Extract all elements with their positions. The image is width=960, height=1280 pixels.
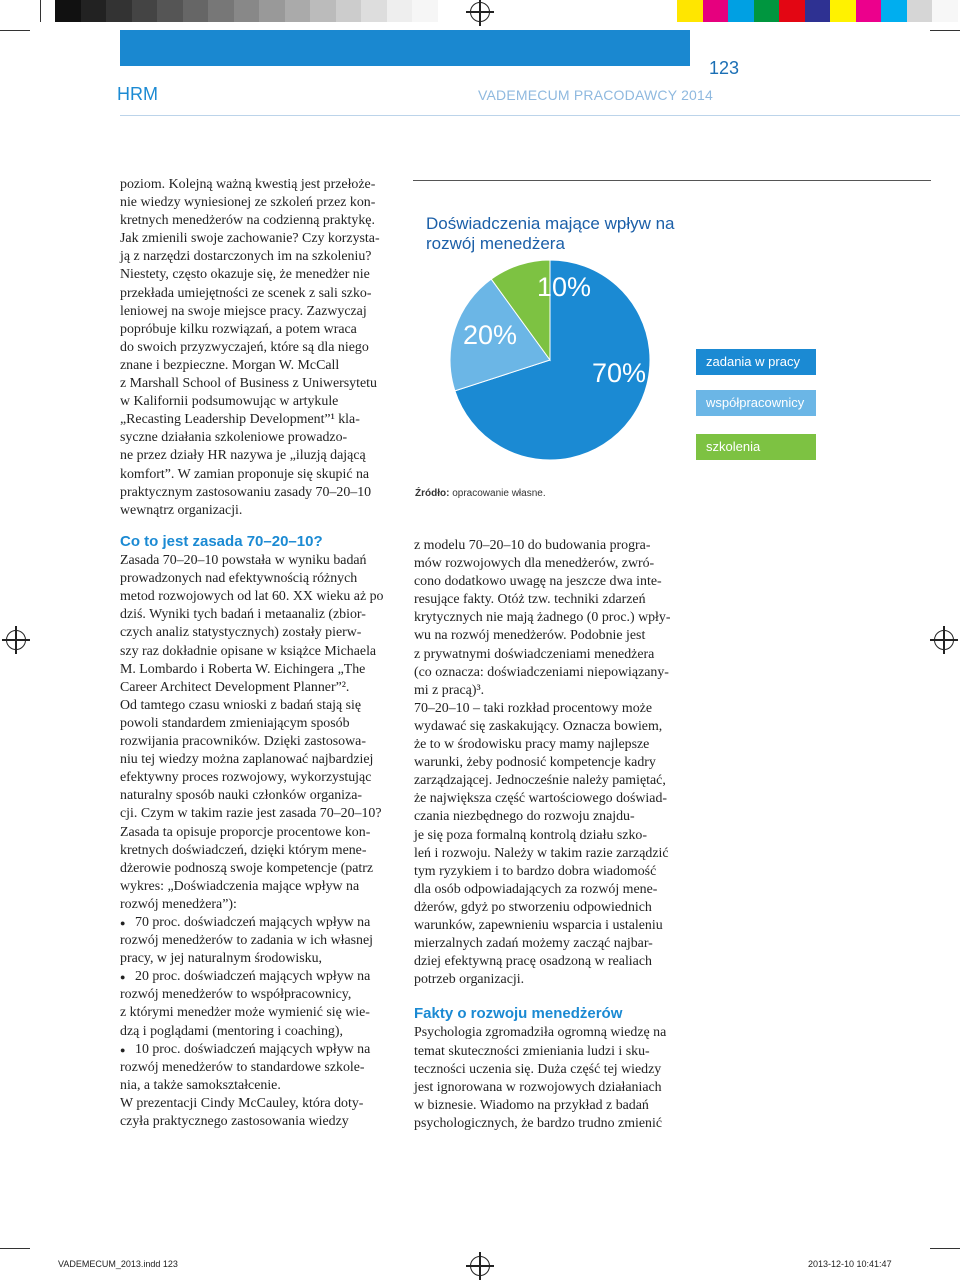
- body-text-line: Jak zmienili swoje zachowanie? Czy korzysta-: [120, 231, 380, 247]
- body-text-line: (co oznacza: doświadczeniami niepowiązany-: [414, 664, 669, 680]
- pie-slice-label: 20%: [463, 320, 518, 350]
- print-color-swatches: [677, 0, 958, 22]
- body-text-line: w Kalifornii podsumowując w artykule: [120, 394, 339, 410]
- article-column-left-top: [120, 176, 397, 520]
- body-text-line: M. Lombardo i Roberta W. Eichingera „The: [120, 661, 366, 677]
- body-text-line: jest ignorowana w rozwojowych działaniach: [414, 1079, 662, 1095]
- body-text-line: przekłada umiejętności ze scenek z sali szko-: [120, 285, 372, 301]
- body-text-line: Zasada 70–20–10 powstała w wyniku badań: [120, 553, 367, 569]
- body-text-line: niu tej wiedzy można zaplanować najbardziej: [120, 752, 374, 768]
- body-text-line: rozwijania pracowników. Dzięki zastosowa-: [120, 734, 366, 750]
- legend-item: współpracownicy: [696, 390, 816, 416]
- body-text-line: znane i bezpieczne. Morgan W. McCall: [120, 357, 340, 373]
- registration-mark-icon: [470, 1256, 490, 1276]
- body-text-line: leniowej na swoje miejsce pracy. Zazwyczaj: [120, 303, 367, 319]
- body-text-line: naturalny sposób nauki członków organiza-: [120, 788, 362, 804]
- body-text-line: że to w środowisku pracy mamy najlepsze: [414, 737, 650, 753]
- body-text-line: Niestety, często okazuje się, że menedżer nie: [120, 267, 370, 283]
- pie-slice-label: 10%: [537, 272, 592, 302]
- publication-title: VADEMECUM PRACODAWCY 2014: [478, 87, 714, 103]
- bullet-text-line: pracy, w jej naturalnym środowisku,: [120, 951, 323, 967]
- body-text-line: nie wiedzy wyniesionej ze szkoleń przez kon-: [120, 195, 376, 211]
- bullet-text-line: z którymi menedżer może wymienić się wie-: [120, 1005, 370, 1021]
- chart-divider: [413, 180, 931, 181]
- body-text-line: mi z pracą)³.: [414, 682, 485, 698]
- body-text-line: „Recasting Leadership Development”¹ kla-: [120, 412, 360, 428]
- body-text-line: Od tamtego czasu wnioski z badań stają się: [120, 697, 362, 713]
- body-text-line: rozwój menedżera”):: [120, 896, 237, 912]
- body-text-line: Career Architect Development Planner”².: [120, 679, 350, 695]
- registration-mark-icon: [6, 630, 26, 650]
- body-text-line: w biznesie. Wiadomo na przykład z badań: [414, 1097, 649, 1113]
- body-text-line: warunki, żeby podnosić kompetencje kadry: [414, 755, 656, 771]
- body-text-line: dżerowie podnoszą swoje kompetencje (patrz: [120, 860, 374, 876]
- bullet-item: [120, 914, 397, 968]
- body-text-line: potrzeb organizacji.: [414, 972, 525, 988]
- body-text-line: komfort”. W zamian proponuje się skupić na: [120, 466, 370, 482]
- body-text-line: tym ryzykiem i to bardzo dobra wiadomość: [414, 863, 657, 879]
- print-gray-swatches: [55, 0, 463, 22]
- crop-mark: [930, 30, 960, 31]
- body-text-line: temat skuteczności zmieniania ludzi i sku-: [414, 1043, 650, 1059]
- body-text-line: efektywny proces rozwojowy, wykorzystując: [120, 770, 372, 786]
- section-label: HRM: [117, 84, 158, 104]
- registration-mark-icon: [470, 2, 490, 22]
- body-text-line: Psychologia zgromadziła ogromną wiedzę na: [414, 1025, 667, 1041]
- footer-file-slug: VADEMECUM_2013.indd 123: [58, 1259, 178, 1269]
- bullet-text-line: dzą i poglądami (mentoring i coaching),: [120, 1023, 343, 1039]
- section-heading: Fakty o rozwoju menedżerów: [414, 1005, 623, 1023]
- body-text-line: praktycznym zastosowaniu zasady 70–20–10: [120, 484, 372, 500]
- body-text-line: syczne działania szkoleniowe prowadzo-: [120, 430, 348, 446]
- body-text-line: że największa część wartościowego doświad-: [414, 791, 668, 807]
- chart-source-label: Źródło:: [415, 488, 450, 499]
- legend-item: szkolenia: [696, 434, 816, 460]
- body-text-line: mów rozwojowych dla menedżerów, zwró-: [414, 556, 655, 572]
- bullet-list: [120, 914, 397, 1095]
- body-text-line: teczności uczenia się. Duża część tej wiedzy: [414, 1061, 662, 1077]
- body-text-line: cji. Czym w takim razie jest zasada 70–20–10?: [120, 806, 382, 822]
- body-text-line: prowadzonych nad efektywnością różnych: [120, 571, 358, 587]
- bullet-text-line: rozwój menedżerów to standardowe szkole-: [120, 1059, 365, 1075]
- page-number: 123: [709, 58, 740, 78]
- footer-timestamp: 2013-12-10 10:41:47: [808, 1259, 892, 1269]
- body-text-line: z prywatnymi doświadczeniami menedżera: [414, 646, 655, 662]
- bullet-item: [120, 968, 397, 1040]
- body-text-line: kretnych doświadczeń, dzięki którym mene-: [120, 842, 367, 858]
- body-text-line: warunków, zapewnieniu wsparcia i ustaleniu: [414, 917, 663, 933]
- body-text-line: je się poza formalną kontrolą działu szko-: [414, 827, 647, 843]
- body-text-line: powoli standardem zmieniającym sposób: [120, 715, 350, 731]
- body-text-line: W prezentacji Cindy McCauley, która doty-: [120, 1095, 364, 1111]
- body-text-line: wykres: „Doświadczenia mające wpływ na: [120, 878, 360, 894]
- body-text-line: z Marshall School of Business z Uniwersytetu: [120, 376, 377, 392]
- body-text-line: Zasada ta opisuje proporcje procentowe kon-: [120, 824, 371, 840]
- body-text-line: mierzalnych zadań możemy zacząć najbar-: [414, 936, 653, 952]
- bullet-text-line: rozwój menedżerów to współpracownicy,: [120, 987, 352, 1003]
- header-color-bar: [120, 30, 690, 66]
- body-text-line: wydawać się zaskakujący. Oznacza bowiem,: [414, 718, 663, 734]
- bullet-text-line: ● 10 proc. doświadczeń mających wpływ na: [135, 1041, 371, 1057]
- body-text-line: metod rozwojowych od lat 60. XX wieku aż po: [120, 589, 384, 605]
- body-text-line: resujące fakty. Otóż tzw. techniki zdarzeń: [414, 592, 646, 608]
- body-text-line: leń i rozwoju. Należy w takim razie zarządzić: [414, 845, 669, 861]
- chart-source: [415, 488, 546, 499]
- body-text-line: z modelu 70–20–10 do budowania progra-: [414, 538, 651, 553]
- crop-mark: [0, 1248, 30, 1249]
- pie-chart: [430, 260, 690, 460]
- body-text-line: 70–20–10 – taki rozkład procentowy może: [414, 700, 653, 716]
- body-text-line: dżerów, gdyż po stworzeniu odpowiednich: [414, 899, 652, 915]
- body-text-line: wu na rozwój menedżerów. Podobnie jest: [414, 628, 646, 644]
- header-divider: [120, 115, 960, 116]
- body-text-line: ne przez działy HR nazywa je „iluzją dającą: [120, 448, 366, 464]
- body-text-line: wewnątrz organizacji.: [120, 502, 243, 518]
- body-text-line: krytycznych nie mają żadnego (0 proc.) wpły-: [414, 610, 671, 626]
- body-text-line: kretnych menedżerów na codzienną praktykę.: [120, 213, 375, 229]
- bullet-text-line: ● 20 proc. doświadczeń mających wpływ na: [135, 969, 371, 985]
- body-text-line: czych analiz statystycznych) zostały pierw-: [120, 625, 362, 641]
- chart-title: Doświadczenia mające wpływ na rozwój menedżera: [426, 214, 675, 253]
- body-text-line: psychologicznych, że bardzo trudno zmienić: [414, 1115, 663, 1131]
- bullet-text-line: nia, a także samokształcenie.: [120, 1077, 281, 1093]
- body-text-line: dziej efektywną pracę osadzoną w realiach: [414, 954, 652, 970]
- crop-mark: [930, 1248, 960, 1249]
- body-text-line: szy raz dokładnie opisane w książce Michaela: [120, 643, 377, 659]
- bullet-text-line: rozwój menedżerów to zadania w ich własnej: [120, 933, 374, 949]
- registration-mark-icon: [934, 630, 954, 650]
- article-column-left-bottom: [120, 533, 397, 1131]
- body-text-line: czania niezbędnego do rozwoju znajdu-: [414, 809, 635, 825]
- bullet-item: [120, 1041, 397, 1095]
- body-text-line: dla osób odpowiadających za rozwój mene-: [414, 881, 658, 897]
- crop-mark: [40, 0, 41, 22]
- body-text-line: zarządzającej. Jednocześnie należy pamiętać,: [414, 773, 666, 789]
- body-text-line: ją z narzędzi dostarczonych im na szkoleniu?: [120, 249, 372, 265]
- body-text-line: poziom. Kolejną ważną kwestią jest przełoże-: [120, 177, 376, 192]
- body-text-line: dziś. Wyniki tych badań i metaanaliz (zbior-: [120, 607, 366, 623]
- body-text-line: cono dodatkowo uwagę na jeszcze dwa inte-: [414, 574, 662, 590]
- crop-mark: [0, 30, 30, 31]
- legend-item: zadania w pracy: [696, 349, 816, 375]
- section-heading: Co to jest zasada 70–20–10?: [120, 533, 323, 550]
- body-text-line: popróbuje kilku rozwiązań, a potem wraca: [120, 321, 357, 337]
- pie-slice-label: 70%: [592, 358, 647, 388]
- chart-source-text: opracowanie własne.: [452, 488, 546, 499]
- body-text-line: czyła praktycznego zastosowania wiedzy: [120, 1114, 349, 1129]
- bullet-text-line: ● 70 proc. doświadczeń mających wpływ na: [135, 914, 371, 930]
- article-column-right-bottom: [414, 537, 691, 1133]
- body-text-line: do swoich przyzwyczajeń, które są dla niego: [120, 339, 369, 355]
